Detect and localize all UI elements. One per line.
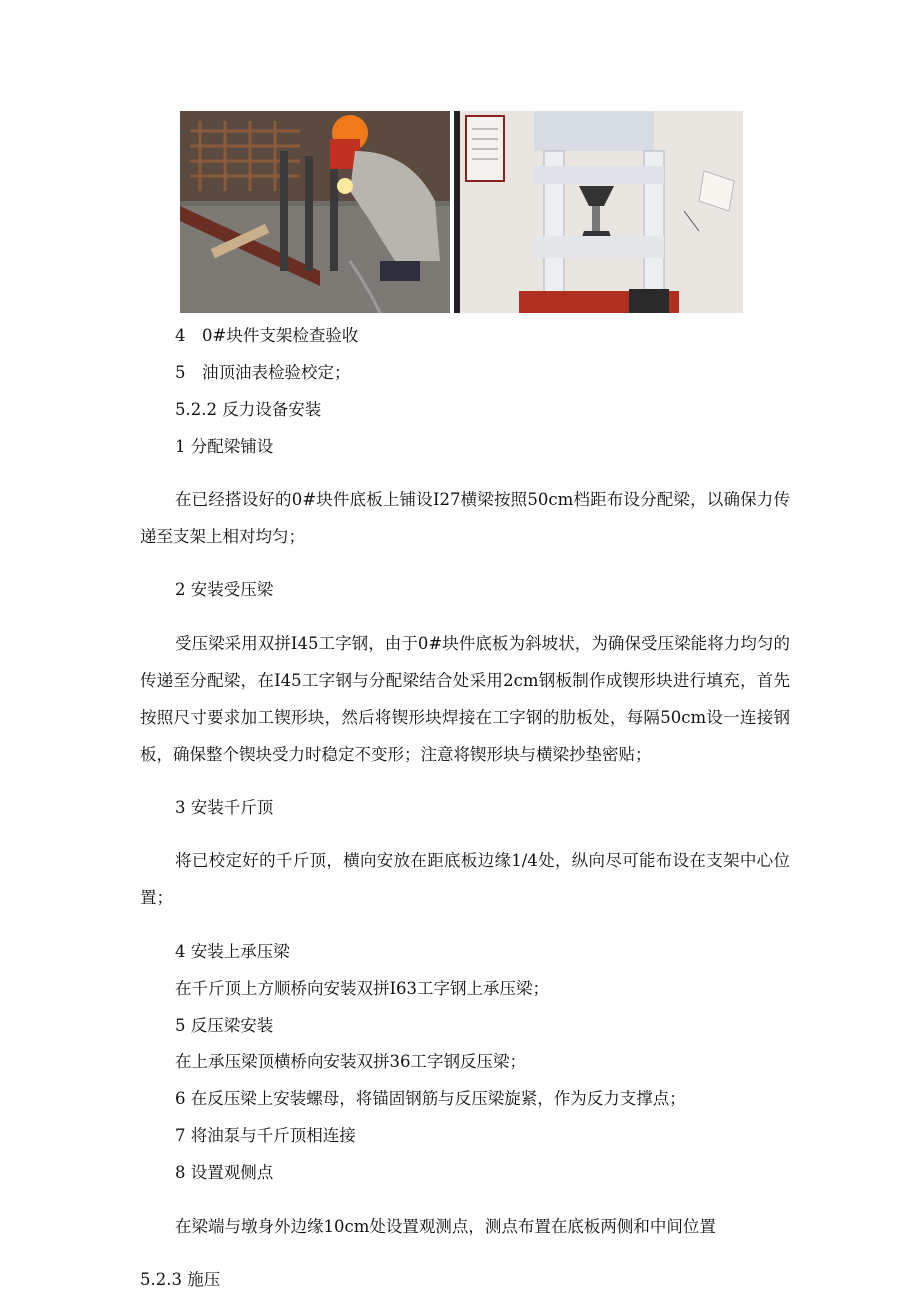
step-3-body: 将已校定好的千斤顶，横向安放在距底板边缘1/4处，纵向尽可能布设在支架中心位置； <box>140 851 790 908</box>
step-6-item: 6 在反压梁上安装螺母，将锚固钢筋与反压梁旋紧，作为反力支撑点； <box>175 1089 686 1109</box>
step-8-body: 在梁端与墩身外边缘10cm处设置观测点，测点布置在底板两侧和中间位置 <box>175 1216 716 1236</box>
step-7-item: 7 将油泵与千斤顶相连接 <box>175 1126 356 1146</box>
step-4-body: 在千斤顶上方顺桥向安装双拼I63工字钢上承压梁； <box>175 978 550 998</box>
section-5-2-3-heading: 5.2.3 施压 <box>140 1269 221 1289</box>
step-1-body: 在已经搭设好的0#块件底板上铺设I27横梁按照50cm档距布设分配梁，以确保力传递至支架上相对均匀； <box>140 490 790 547</box>
document-body <box>140 318 790 1299</box>
item-0-block-inspection: 4 0#块件支架检查验收 <box>175 326 359 345</box>
testing-machine-photo <box>454 111 743 313</box>
section-5-2-2-heading: 5.2.2 反力设备安装 <box>175 399 322 419</box>
step-5-heading: 5 反压梁安装 <box>175 1015 274 1035</box>
step-1-heading: 1 分配梁铺设 <box>175 436 274 456</box>
welder-photo <box>180 111 450 313</box>
step-4-heading: 4 安装上承压梁 <box>175 941 290 961</box>
step-2-body: 受压梁采用双拼I45工字钢，由于0#块件底板为斜坡状，为确保受压梁能将力均匀的传递至分配梁，在I45工字钢与分配梁结合处采用2cm钢板制作成锲形块进行填充，首先按照尺寸要求加工锲形块，然后将锲形块焊接在工字钢的肋板处，每隔50cm设一连接钢板，确保整个锲块受力时稳定不变形；注意将锲形块与横梁抄垫密贴； <box>140 633 790 764</box>
step-8-heading: 8 设置观侧点 <box>175 1163 274 1183</box>
step-3-heading: 3 安装千斤顶 <box>175 797 274 817</box>
photo-strip <box>180 111 743 313</box>
step-2-heading: 2 安装受压梁 <box>175 580 274 600</box>
step-5-body: 在上承压梁顶横桥向安装双拼36工字钢反压梁； <box>175 1052 526 1072</box>
item-jack-gauge-calibration: 5 油顶油表检验校定； <box>175 362 351 382</box>
